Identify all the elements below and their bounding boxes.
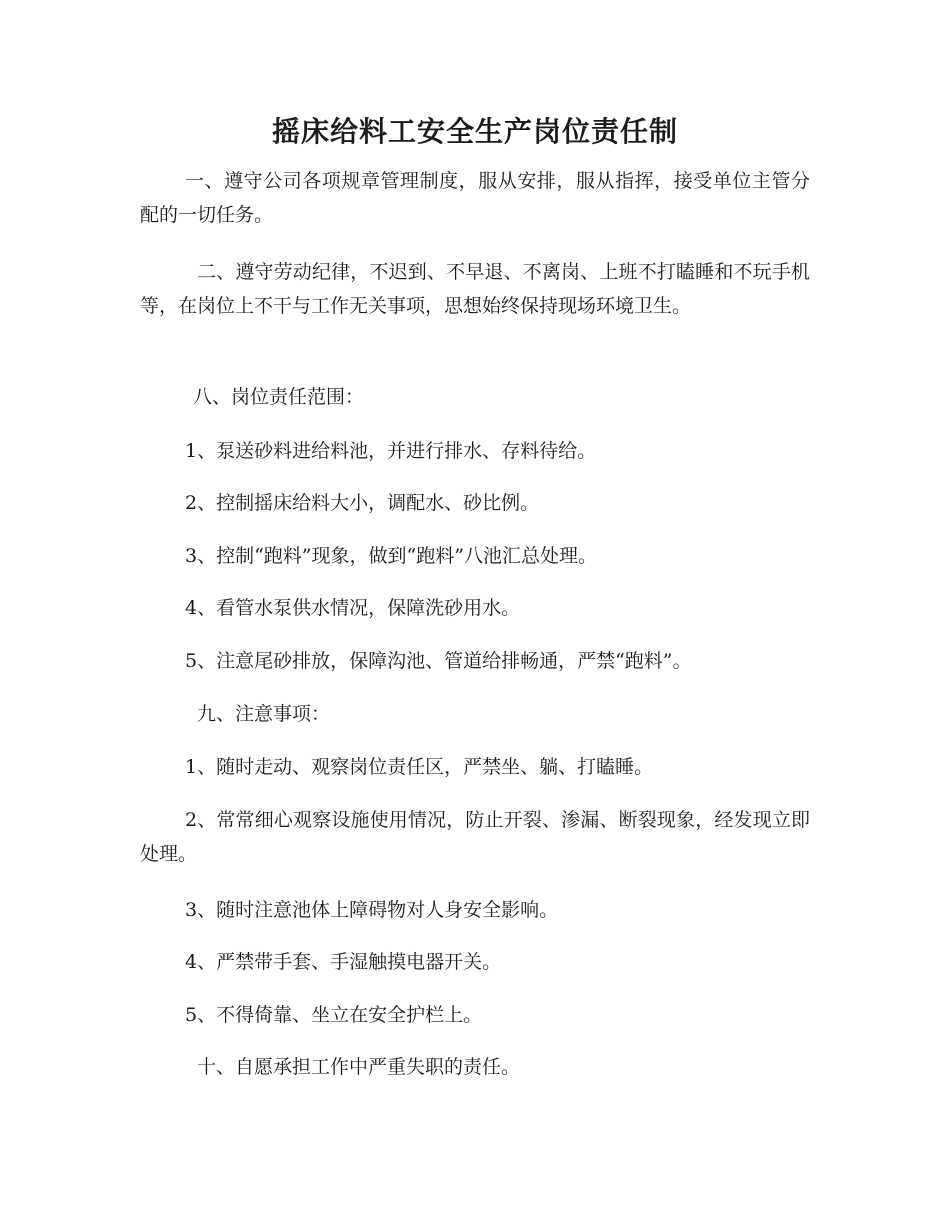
section-9-item-1: 1、随时走动、观察岗位责任区，严禁坐、躺、打瞌睡。 [185, 756, 654, 778]
section-8-item-1: 1、泵送砂料进给料池，并进行排水、存料待给。 [185, 440, 597, 462]
section-9-item-5: 5、不得倚靠、坐立在安全护栏上。 [185, 1004, 483, 1026]
section-8-item-5: 5、注意尾砂排放，保障沟池、管道给排畅通，严禁“跑料”。 [185, 650, 692, 672]
section-9-heading: 九、注意事项： [197, 703, 331, 725]
section-10-paragraph: 十、自愿承担工作中严重失职的责任。 [197, 1056, 521, 1078]
paragraph-2: 二、遵守劳动纪律，不迟到、不早退、不离岗、上班不打瞌睡和不玩手机等，在岗位上不干与工作无关事项，思想始终保持现场环境卫生。 [140, 261, 810, 317]
section-9-item-2: 2、常常细心观察设施使用情况，防止开裂、渗漏、断裂现象，经发现立即处理。 [140, 809, 810, 865]
document-title: 摇床给料工安全生产岗位责任制 [271, 115, 678, 148]
section-8-heading: 八、岗位责任范围： [193, 386, 365, 408]
section-9-item-3: 3、随时注意池体上障碍物对人身安全影响。 [185, 899, 559, 921]
section-8-item-3: 3、控制“跑料”现象，做到“跑料”八池汇总处理。 [185, 545, 597, 567]
section-8-item-2: 2、控制摇床给料大小，调配水、砂比例。 [185, 492, 540, 514]
section-8-item-4: 4、看管水泵供水情况，保障洗砂用水。 [185, 597, 521, 619]
section-9-item-4: 4、严禁带手套、手湿触摸电器开关。 [185, 951, 502, 973]
paragraph-1: 一、遵守公司各项规章管理制度，服从安排，服从指挥，接受单位主管分配的一切任务。 [140, 170, 810, 226]
